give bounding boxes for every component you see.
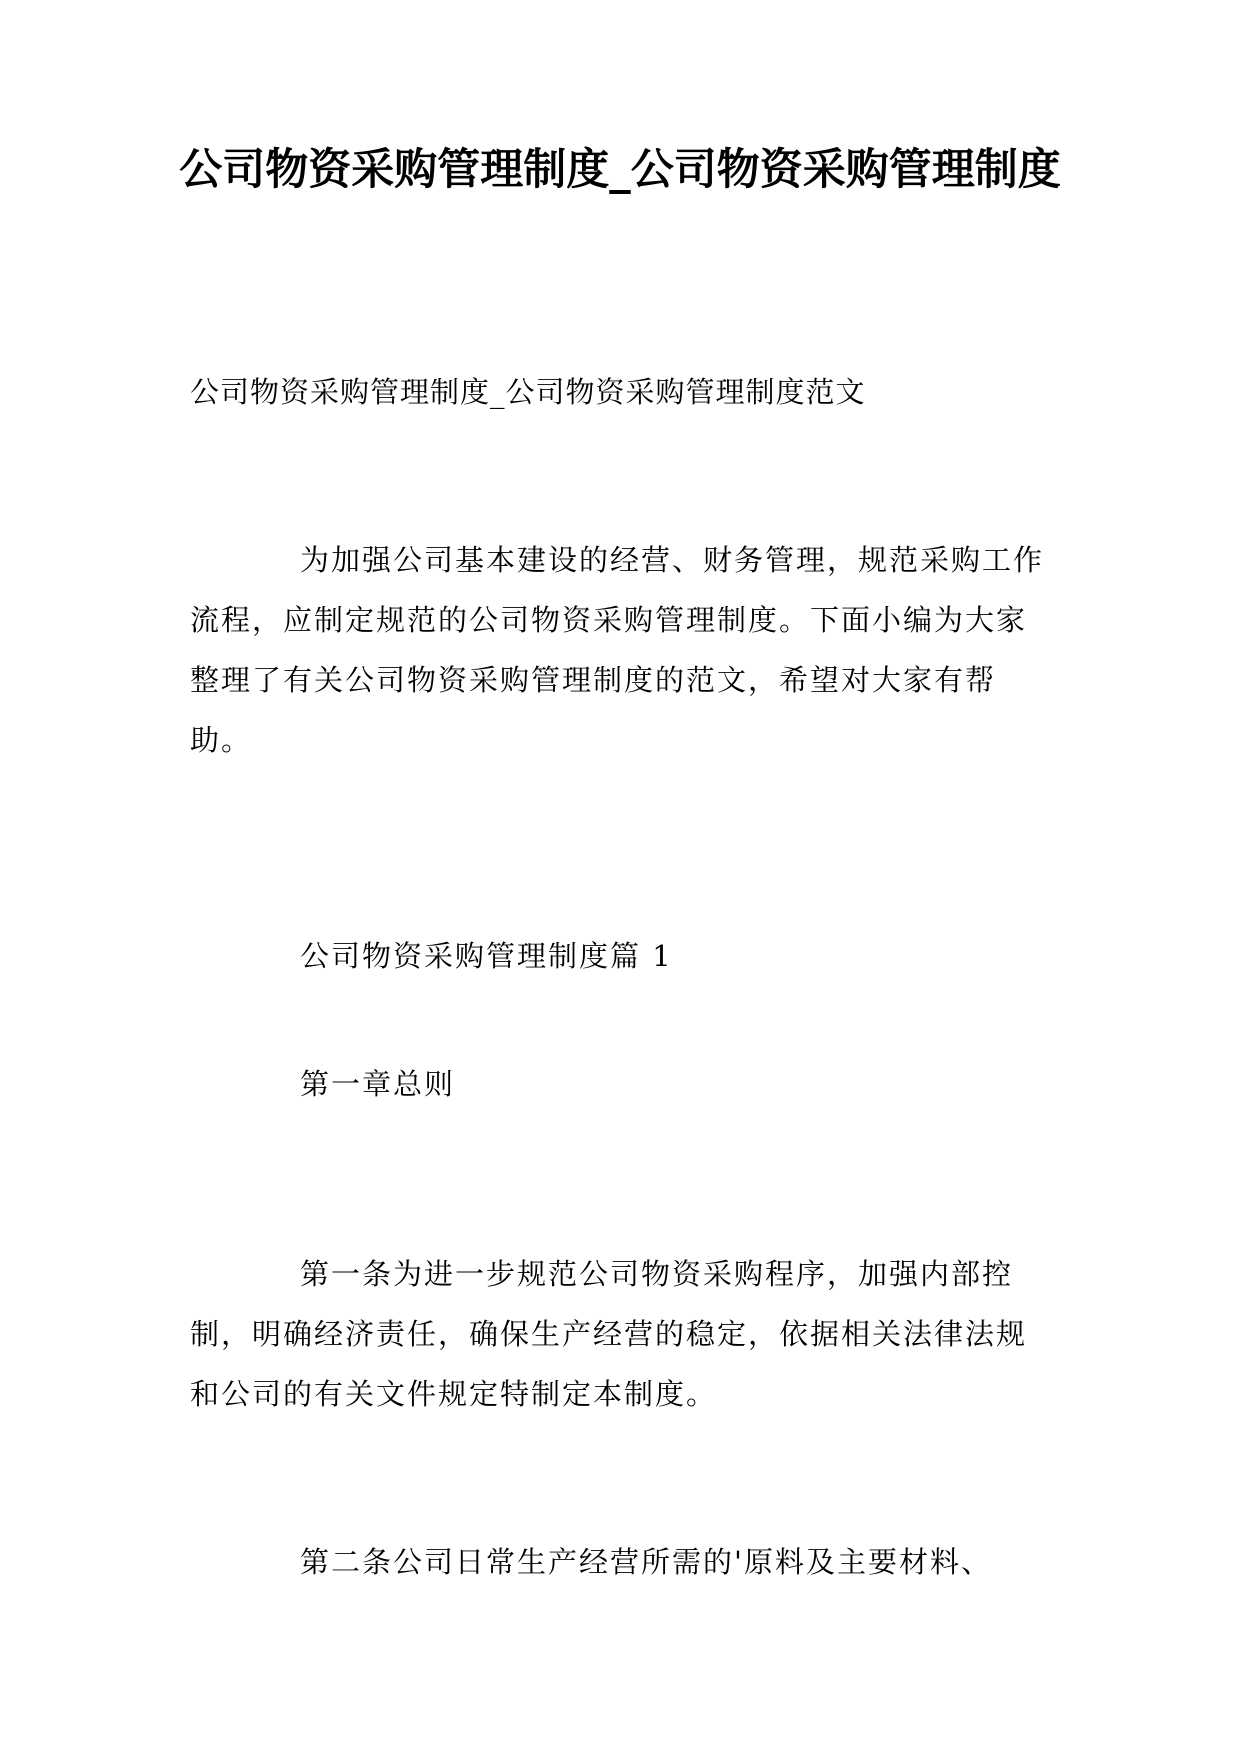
chapter-heading: 第一章总则	[300, 1067, 456, 1101]
article-1-paragraph: 第一条为进一步规范公司物资采购程序，加强内部控制，明确经济责任，确保生产经营的稳定，依据相关法律法规和公司的有关文件规定特制定本制度。	[190, 1257, 1028, 1411]
document-title: 公司物资采购管理制度_公司物资采购管理制度	[179, 145, 1061, 195]
document-subtitle: 公司物资采购管理制度_公司物资采购管理制度范文	[190, 375, 866, 409]
section-heading: 公司物资采购管理制度篇 1	[300, 939, 673, 973]
article-2-paragraph: 第二条公司日常生产经营所需的'原料及主要材料、	[300, 1545, 992, 1579]
intro-paragraph: 为加强公司基本建设的经营、财务管理，规范采购工作流程，应制定规范的公司物资采购管理制度。下面小编为大家整理了有关公司物资采购管理制度的范文，希望对大家有帮助。	[190, 543, 1045, 757]
